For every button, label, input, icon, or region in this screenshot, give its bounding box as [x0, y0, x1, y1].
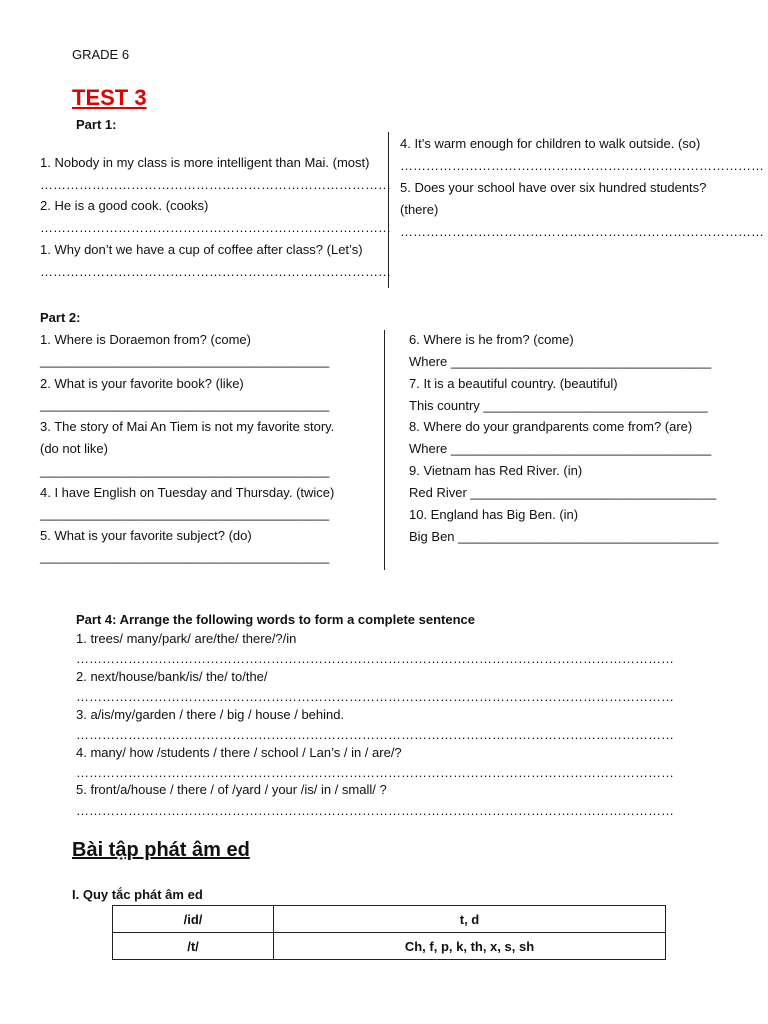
part2-question-10: 10. England has Big Ben. (in) — [409, 507, 579, 522]
pronunciation-title: Bài tập phát âm ed — [72, 839, 250, 861]
part4-item-2: 2. next/house/bank/is/ the/ to/the/ — [76, 669, 268, 684]
part2-column-divider — [384, 330, 385, 570]
ed-rule-table — [112, 905, 666, 960]
table-row — [113, 933, 666, 960]
part2-answer-10: Big Ben ____________________________________ — [409, 529, 719, 544]
part2-question-9: 9. Vietnam has Red River. (in) — [409, 463, 583, 478]
table-cell: /t/ — [113, 933, 274, 960]
part1-question-4: 4. It’s warm enough for children to walk outside. (so) — [400, 136, 701, 151]
part2-answer-8: Where ____________________________________ — [409, 441, 712, 456]
grade-label: GRADE 6 — [72, 47, 130, 62]
part2-question-5: 5. What is your favorite subject? (do) — [40, 528, 252, 543]
part2-question-7: 7. It is a beautiful country. (beautiful) — [409, 376, 618, 391]
part1-answer-line-1: ……………………………………………………………………… — [40, 177, 391, 192]
part2-heading: Part 2: — [40, 310, 81, 325]
part1-answer-line-5: ………………………………………………………………………… — [400, 224, 764, 239]
part1-question-2: 2. He is a good cook. (cooks) — [40, 198, 209, 213]
part1-question-5: 5. Does your school have over six hundred students? — [400, 180, 707, 195]
part4-item-4: 4. many/ how /students / there / school / Lan’s / in / are/? — [76, 745, 402, 760]
part1-answer-line-4: ………………………………………………………………………… — [400, 158, 764, 173]
part2-answer-6: Where ____________________________________ — [409, 354, 712, 369]
part2-answer-9: Red River __________________________________ — [409, 485, 717, 500]
part2-answer-line-4: ________________________________________ — [40, 506, 330, 521]
part4-item-1: 1. trees/ many/park/ are/the/ there/?/in — [76, 631, 297, 646]
part2-question-6: 6. Where is he from? (come) — [409, 332, 574, 347]
part2-question-2: 2. What is your favorite book? (like) — [40, 376, 244, 391]
part2-question-8: 8. Where do your grandparents come from? (are) — [409, 419, 693, 434]
part4-answer-line-1: ………………………………………………………………………………………………………………………… — [76, 651, 674, 666]
table-cell: Ch, f, p, k, th, x, s, sh — [274, 933, 666, 960]
part1-answer-line-3: ……………………………………………………………………… — [40, 264, 391, 279]
part4-answer-line-3: ………………………………………………………………………………………………………………………… — [76, 727, 674, 742]
table-cell: t, d — [274, 906, 666, 933]
rule-heading: I. Quy tắc phát âm ed — [72, 887, 203, 902]
part1-question-5-cue: (there) — [400, 202, 439, 217]
part2-answer-line-5: ________________________________________ — [40, 549, 330, 564]
part1-question-1: 1. Nobody in my class is more intelligent than Mai. (most) — [40, 155, 370, 170]
test-title: TEST 3 — [72, 85, 147, 110]
part4-answer-line-2: ………………………………………………………………………………………………………………………… — [76, 689, 674, 704]
table-row — [113, 906, 666, 933]
part2-answer-line-3: ________________________________________ — [40, 463, 330, 478]
part2-answer-line-1: ________________________________________ — [40, 353, 330, 368]
part4-heading: Part 4: Arrange the following words to form a complete sentence — [76, 612, 475, 627]
part1-heading: Part 1: — [76, 117, 117, 132]
part4-answer-line-5: ………………………………………………………………………………………………………………………… — [76, 803, 674, 818]
part2-question-3-cue: (do not like) — [40, 441, 108, 456]
part1-answer-line-2: ……………………………………………………………………… — [40, 220, 391, 235]
part4-answer-line-4: ………………………………………………………………………………………………………………………… — [76, 765, 674, 780]
part4-item-5: 5. front/a/house / there / of /yard / your /is/ in / small/ ? — [76, 782, 387, 797]
part2-question-4: 4. I have English on Tuesday and Thursday. (twice) — [40, 485, 335, 500]
part1-question-3: 1. Why don’t we have a cup of coffee after class? (Let’s) — [40, 242, 363, 257]
part2-answer-line-2: ________________________________________ — [40, 397, 330, 412]
table-cell: /id/ — [113, 906, 274, 933]
part2-question-3: 3. The story of Mai An Tiem is not my favorite story. — [40, 419, 335, 434]
part4-item-3: 3. a/is/my/garden / there / big / house / behind. — [76, 707, 345, 722]
part2-question-1: 1. Where is Doraemon from? (come) — [40, 332, 251, 347]
part2-answer-7: This country _______________________________ — [409, 398, 708, 413]
